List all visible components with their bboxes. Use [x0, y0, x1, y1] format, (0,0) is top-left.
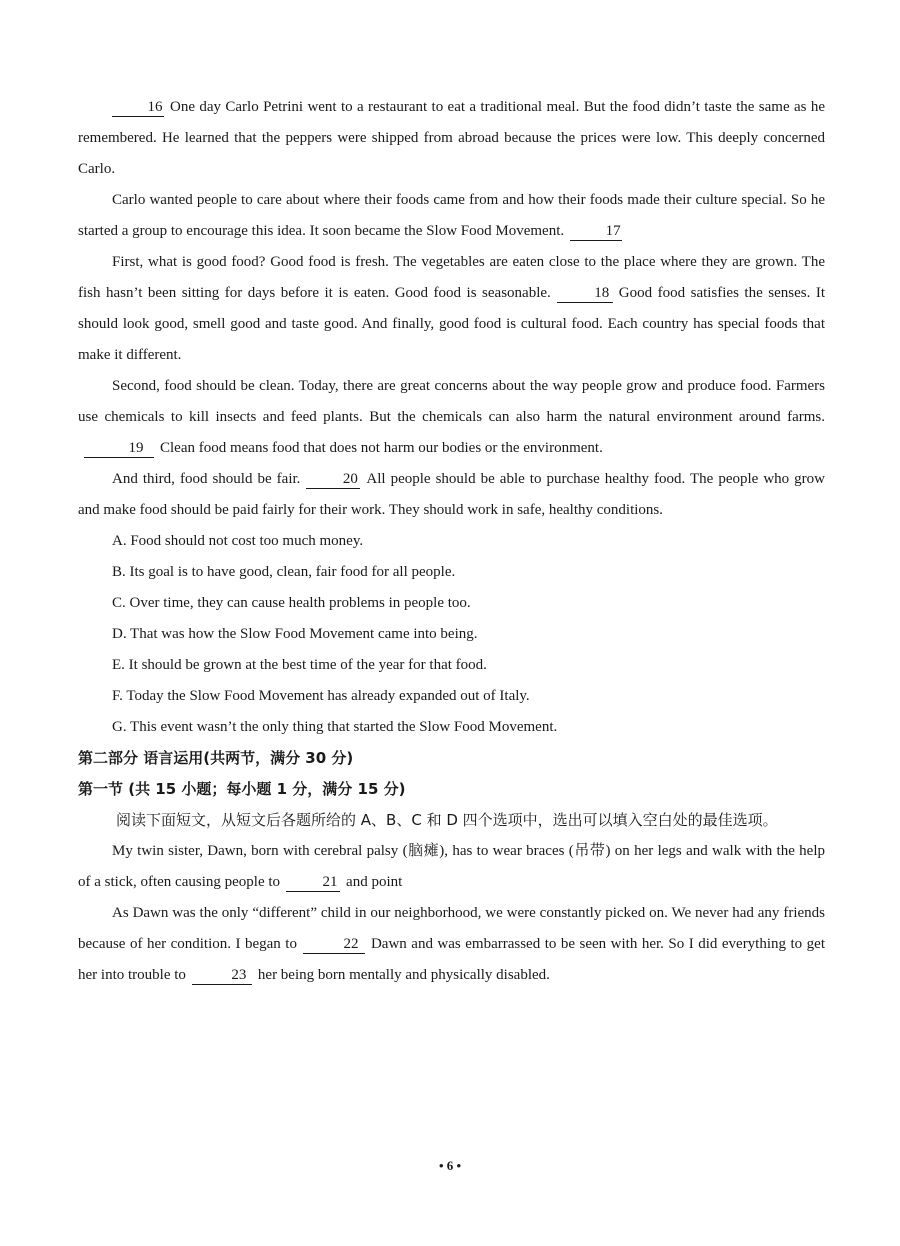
blank-17: 17 — [570, 222, 622, 241]
blank-16: 16 — [112, 98, 164, 117]
paragraph-text: her being born mentally and physically disabled. — [257, 967, 550, 983]
part2-heading: 第二部分 语言运用(共两节，满分 30 分) — [78, 749, 354, 767]
passage1-paragraph-1 — [78, 92, 825, 185]
passage1-paragraph-5 — [78, 464, 825, 526]
paragraph-text: My twin sister, Dawn, born with cerebral palsy (脑瘫), has to wear braces (吊带) on her legs and walk with the help of a stick, often causing people to — [78, 843, 825, 890]
blank-23: 23 — [192, 966, 252, 985]
section1-heading: 第一节 (共 15 小题；每小题 1 分，满分 15 分) — [78, 780, 406, 798]
paragraph-text: Good food satisfies the senses. It should look good, smell good and taste good. And finally, good food is cultural food. Each country has special foods that make it different. — [78, 285, 825, 363]
paragraph-text: Carlo wanted people to care about where their foods came from and how their foods made their culture special. So he started a group to encourage this idea. It soon became the Slow Food Movement. — [78, 192, 825, 239]
option-a: A. Food should not cost too much money. — [112, 533, 364, 549]
passage1-paragraph-2 — [78, 185, 825, 247]
blank-19: 19 — [84, 439, 154, 458]
paragraph-text: As Dawn was the only “different” child in our neighborhood, we were constantly picked on. We never had any friends because of her condition. I began to — [78, 905, 825, 952]
option-b: B. Its goal is to have good, clean, fair food for all people. — [112, 564, 456, 580]
document-page — [78, 92, 825, 991]
option-d: D. That was how the Slow Food Movement came into being. — [112, 626, 478, 642]
blank-21: 21 — [286, 873, 340, 892]
option-g: G. This event wasn’t the only thing that started the Slow Food Movement. — [112, 719, 558, 735]
page-number: • 6 • — [438, 1158, 462, 1173]
instruction-text: 阅读下面短文，从短文后各题所给的 A、B、C 和 D 四个选项中，选出可以填入空白处的最佳选项。 — [116, 811, 778, 829]
paragraph-text: One day Carlo Petrini went to a restaurant to eat a traditional meal. But the food didn’t taste the same as he remembered. He learned that the peppers were shipped from abroad because the prices were low. This deeply concerned Carlo. — [78, 99, 825, 177]
paragraph-text: And third, food should be fair. — [112, 471, 301, 487]
passage1-paragraph-3 — [78, 247, 825, 371]
blank-22: 22 — [303, 935, 365, 954]
paragraph-text: First, what is good food? Good food is fresh. The vegetables are eaten close to the place where they are grown. The fish hasn’t been sitting for days before it is eaten. Good food is seasonable. — [78, 254, 825, 301]
passage2-paragraph-1 — [78, 836, 825, 898]
paragraph-text: Second, food should be clean. Today, there are great concerns about the way people grow and produce food. Farmers use chemicals to kill insects and feed plants. But the chemicals can also harm the natural environment around farms. — [78, 378, 825, 425]
option-f: F. Today the Slow Food Movement has already expanded out of Italy. — [112, 688, 530, 704]
passage2-paragraph-2 — [78, 898, 825, 991]
option-e: E. It should be grown at the best time of the year for that food. — [112, 657, 487, 673]
passage1-paragraph-4 — [78, 371, 825, 464]
paragraph-text: Clean food means food that does not harm our bodies or the environment. — [160, 440, 603, 456]
paragraph-text: Dawn and was embarrassed to be seen with her. So I did everything to get her into trouble to — [78, 936, 825, 983]
paragraph-text: and point — [346, 874, 403, 890]
blank-18: 18 — [557, 284, 613, 303]
blank-20: 20 — [306, 470, 360, 489]
option-c: C. Over time, they can cause health problems in people too. — [112, 595, 471, 611]
paragraph-text: All people should be able to purchase healthy food. The people who grow and make food should be paid fairly for their work. They should work in safe, healthy conditions. — [78, 471, 825, 518]
